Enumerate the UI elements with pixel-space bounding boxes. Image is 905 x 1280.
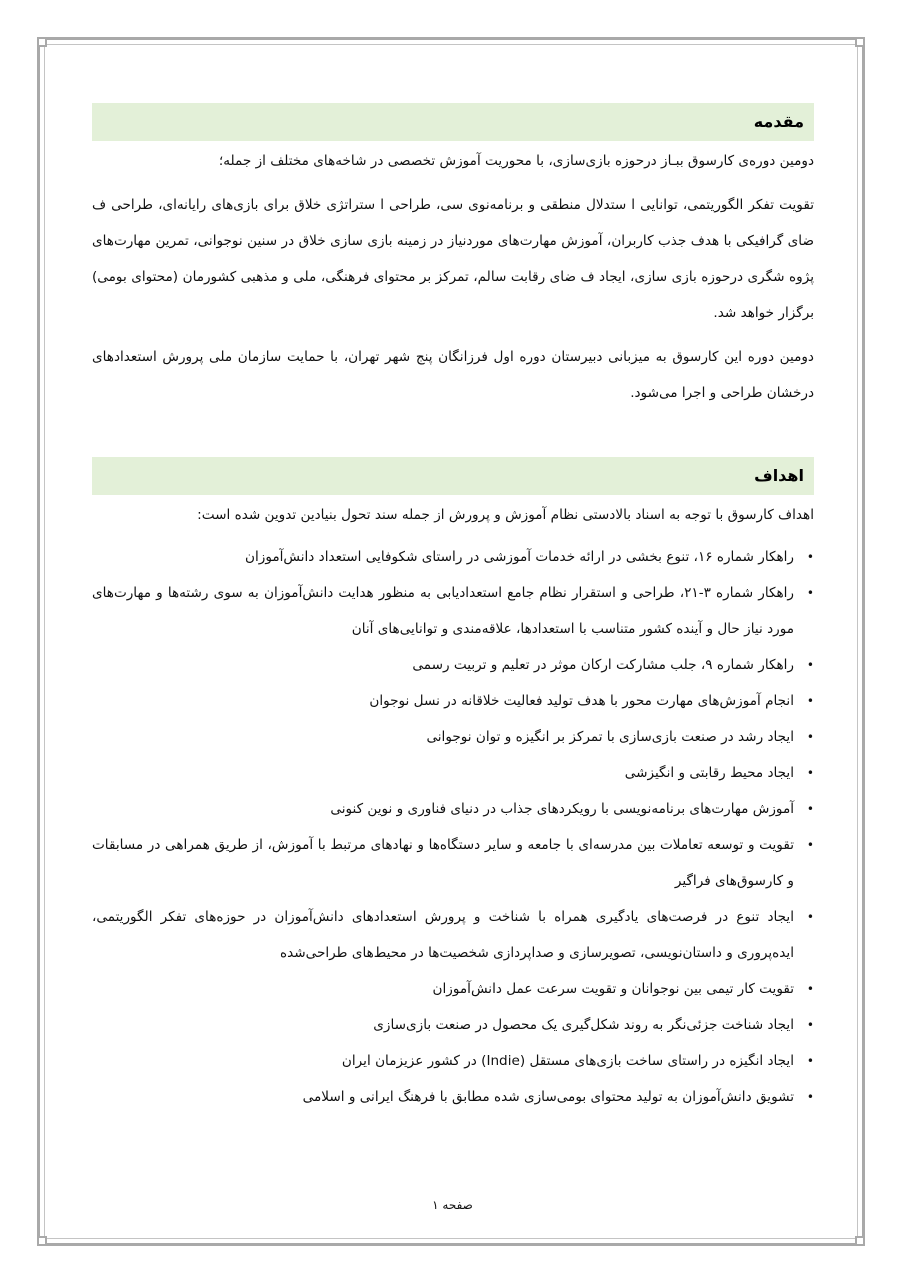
list-item: • تشویق دانش‌آموزان به تولید محتوای بومی‌سازی شده مطابق با فرهنگ ایرانی و اسلامی <box>92 1079 814 1115</box>
bullet-icon: • <box>806 1090 814 1104</box>
list-item: • تقویت کار تیمی بین نوجوانان و تقویت سرعت عمل دانش‌آموزان <box>92 971 814 1007</box>
intro-paragraph-2: تقویت تفکر الگوریتمی، توانایی ا ستدلال منطقی و برنامه‌نوی سی، طراحی ا ستراتژی خلاق برای بازی‌های رایانه‌ای، طراحی ف ضای گرافیکی با هدف جذب کاربران، آموزش مهارت‌های موردنیاز در زمینه بازی سازی خلاق در سنین نوجوانی، تمرین مهارت‌های پژوه شگری درحوزه بازی سازی، ایجاد ف ضای رقابت سالم، تمرکز بر محتوای فرهنگی، ملی و مذهبی کشورمان (محتوای بومی) برگزار خواهد شد. <box>92 197 814 321</box>
list-item: • راهکار شماره ۹، جلب مشارکت ارکان موثر در تعلیم و تربیت رسمی <box>92 647 814 683</box>
list-item: • ایجاد انگیزه در راستای ساخت بازی‌های مستقل (Indie) در کشور عزیزمان ایران <box>92 1043 814 1079</box>
intro-paragraph-1: دومین دوره‌ی کارسوق ببـاز درحوزه بازی‌سازی، با محوریت آموزش تخصصی در شاخه‌های مختلف از جمله؛ <box>218 153 814 169</box>
goals-heading: اهداف <box>92 457 814 495</box>
bullet-icon: • <box>806 766 814 780</box>
bullet-icon: • <box>806 586 814 600</box>
list-item: • انجام آموزش‌های مهارت محور با هدف تولید فعالیت خلاقانه در نسل نوجوان <box>92 683 814 719</box>
list-item: • راهکار شماره ۱۶، تنوع بخشی در ارائه خدمات آموزشی در راستای شکوفایی استعداد دانش‌آموزان <box>92 539 814 575</box>
bullet-icon: • <box>806 658 814 672</box>
document-body <box>92 103 814 1115</box>
bullet-icon: • <box>806 1054 814 1068</box>
list-item: • آموزش مهارت‌های برنامه‌نویسی با رویکردهای جذاب در دنیای فناوری و نوین کنونی <box>92 791 814 827</box>
goals-intro: اهداف کارسوق با توجه به اسناد بالادستی نظام آموزش و پرورش از جمله سند تحول بنیادین تدوین شده است: <box>197 507 814 523</box>
list-item: • ایجاد رشد در صنعت بازی‌سازی با تمرکز بر انگیزه و توان نوجوانی <box>92 719 814 755</box>
border-corner-top-left <box>37 37 47 47</box>
list-item: • راهکار شماره ۳-۲۱، طراحی و استقرار نظام جامع استعدادیابی به منظور هدایت دانش‌آموزان به سوی رشته‌ها و مهارت‌های مورد نیاز حال و آینده کشور متناسب با استعدادها، علاقه‌مندی و توانایی‌های آنان <box>92 575 814 647</box>
intro-heading: مقدمه <box>92 103 814 141</box>
border-corner-bottom-right <box>855 1236 865 1246</box>
bullet-icon: • <box>806 694 814 708</box>
border-corner-top-right <box>855 37 865 47</box>
bullet-icon: • <box>806 802 814 816</box>
bullet-icon: • <box>806 1018 814 1032</box>
bullet-icon: • <box>806 550 814 564</box>
list-item: • تقویت و توسعه تعاملات بین مدرسه‌ای با جامعه و سایر دستگاه‌ها و نهادهای مرتبط با آموزش، از طریق همراهی در مسابقات و کارسوق‌های فراگیر <box>92 827 814 899</box>
bullet-icon: • <box>806 982 814 996</box>
list-item: • ایجاد تنوع در فرصت‌های یادگیری همراه با شناخت و پرورش استعدادهای دانش‌آموزان در حوزه‌های تفکر الگوریتمی، ایده‌پروری و داستان‌نویسی، تصویرسازی و صداپردازی شخصیت‌ها در محیط‌های طراحی‌شده <box>92 899 814 971</box>
border-corner-bottom-left <box>37 1236 47 1246</box>
goals-list <box>92 539 814 1115</box>
bullet-icon: • <box>806 910 814 924</box>
list-item: • ایجاد محیط رقابتی و انگیزشی <box>92 755 814 791</box>
list-item: • ایجاد شناخت جزئی‌نگر به روند شکل‌گیری یک محصول در صنعت بازی‌سازی <box>92 1007 814 1043</box>
bullet-icon: • <box>806 838 814 852</box>
bullet-icon: • <box>806 730 814 744</box>
intro-paragraph-3: دومین دوره این کارسوق به میزبانی دبیرستان دوره اول فرزانگان پنج شهر تهران، با حمایت سازمان ملی پرورش استعدادهای درخشان طراحی و اجرا می‌شود. <box>92 349 814 401</box>
page-number: صفحه ۱ <box>432 1198 473 1212</box>
